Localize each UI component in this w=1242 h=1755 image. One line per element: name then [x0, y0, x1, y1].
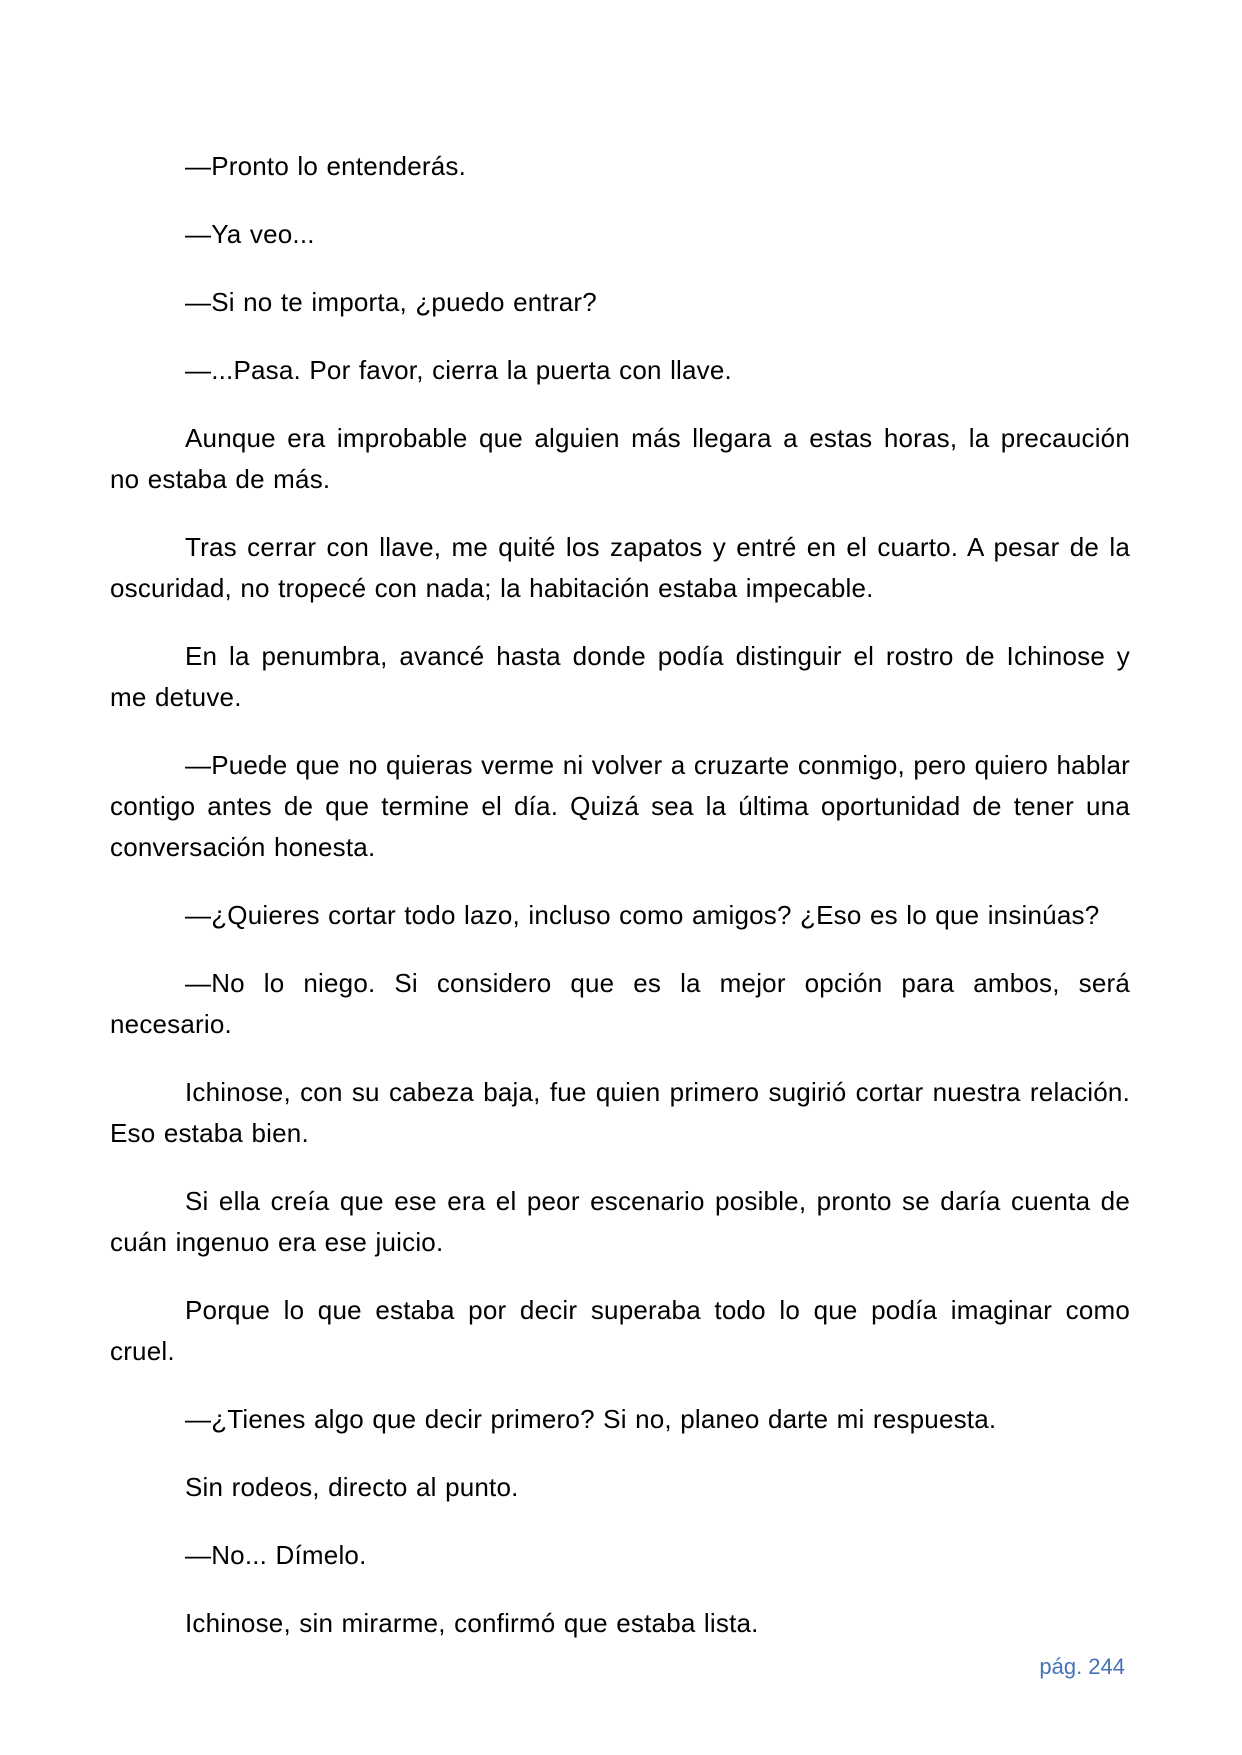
paragraph: —Puede que no quieras verme ni volver a cruzarte conmigo, pero quiero hablar contigo antes de que termine el día. Quizá sea la última oportunidad de tener una conversación honesta. [110, 750, 1130, 862]
paragraph: —...Pasa. Por favor, cierra la puerta con llave. [185, 355, 732, 385]
paragraph: —No... Dímelo. [185, 1540, 367, 1570]
paragraph: —Pronto lo entenderás. [185, 151, 467, 181]
paragraph: Aunque era improbable que alguien más llegara a estas horas, la precaución no estaba de más. [110, 423, 1130, 494]
paragraph: —¿Tienes algo que decir primero? Si no, planeo darte mi respuesta. [185, 1404, 997, 1434]
paragraph: Tras cerrar con llave, me quité los zapatos y entré en el cuarto. A pesar de la oscuridad, no tropecé con nada; la habitación estaba impecable. [110, 532, 1130, 603]
paragraph: Ichinose, con su cabeza baja, fue quien primero sugirió cortar nuestra relación. Eso estaba bien. [110, 1077, 1130, 1148]
paragraph: Ichinose, sin mirarme, confirmó que estaba lista. [185, 1608, 759, 1638]
paragraph: —No lo niego. Si considero que es la mejor opción para ambos, será necesario. [110, 968, 1130, 1039]
paragraph: Si ella creía que ese era el peor escenario posible, pronto se daría cuenta de cuán ingenuo era ese juicio. [110, 1186, 1130, 1257]
paragraph: —¿Quieres cortar todo lazo, incluso como amigos? ¿Eso es lo que insinúas? [185, 900, 1100, 930]
paragraph: —Si no te importa, ¿puedo entrar? [185, 287, 597, 317]
page-number: pág. 244 [1039, 1654, 1125, 1679]
paragraph: Porque lo que estaba por decir superaba todo lo que podía imaginar como cruel. [110, 1295, 1130, 1366]
paragraph: Sin rodeos, directo al punto. [185, 1472, 519, 1502]
paragraph: —Ya veo... [185, 219, 315, 249]
text-body [110, 146, 1130, 1671]
paragraph: En la penumbra, avancé hasta donde podía distinguir el rostro de Ichinose y me detuve. [110, 641, 1130, 712]
